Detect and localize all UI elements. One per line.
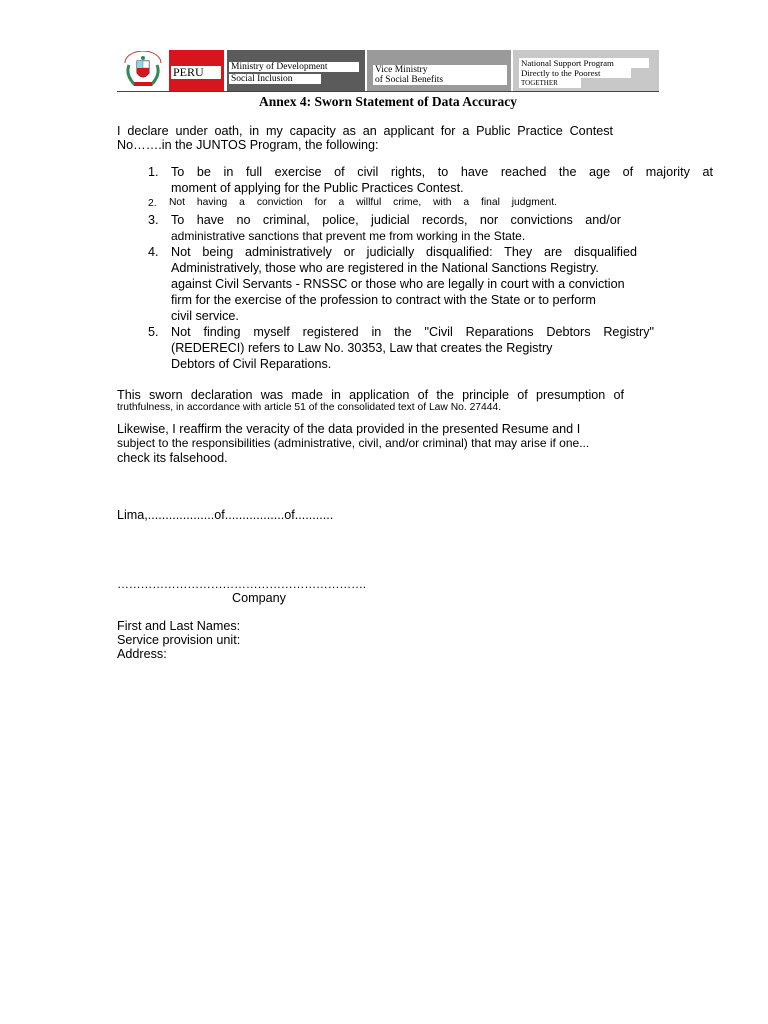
item-number: 3. [148, 213, 159, 227]
item-number: 5. [148, 325, 159, 339]
unit-field-label: Service provision unit: [117, 633, 241, 647]
company-label: Company [232, 591, 286, 605]
item-number: 2. [148, 198, 157, 209]
item-5-line3: Debtors of Civil Reparations. [171, 357, 332, 371]
address-field-label: Address: [117, 647, 167, 661]
item-4-line3: against Civil Servants - RNSSC or those who are legally in court with a conviction [171, 277, 625, 291]
item-4-line4: firm for the exercise of the profession to contract with the State or to perform [171, 293, 596, 307]
intro-line1: I declare under oath, in my capacity as an applicant for a Public Practice Contest [117, 124, 613, 138]
program-line2: Directly to the Poorest [519, 68, 631, 78]
reaffirm-line1: Likewise, I reaffirm the veracity of the data provided in the presented Resume and I [117, 422, 581, 436]
item-4-line2: Administratively, those who are registered in the National Sanctions Registry. [171, 261, 599, 275]
peru-flag-block [169, 50, 224, 91]
vice-ministry-line1: Vice Ministry [373, 65, 507, 75]
program-line1: National Support Program [519, 58, 649, 68]
item-5-line2: (REDERECI) refers to Law No. 30353, Law that creates the Registry [171, 341, 553, 355]
item-3-line1: To have no criminal, police, judicial records, nor convictions and/or [171, 213, 621, 227]
item-5-line1: Not finding myself registered in the "Civil Reparations Debtors Registry" [171, 325, 654, 339]
declaration-line1: This sworn declaration was made in application of the principle of presumption of [117, 388, 624, 402]
item-1-line1: To be in full exercise of civil rights, to have reached the age of majority at [171, 165, 713, 179]
item-number: 4. [148, 245, 159, 259]
ministry-line2: Social Inclusion [229, 74, 321, 84]
reaffirm-line2: subject to the responsibilities (administrative, civil, and/or criminal) that may arise if one... [117, 436, 590, 450]
signature-line: ………………………………………………………. [117, 577, 366, 591]
vice-ministry-line2: of Social Benefits [373, 75, 507, 85]
place-date-line: Lima,...................of.................of........... [117, 508, 334, 522]
program-line3: TOGETHER [519, 78, 581, 88]
program-block [513, 50, 659, 91]
ministry-block [227, 50, 365, 91]
declaration-line2: truthfulness, in accordance with article 51 of the consolidated text of Law No. 27444. [117, 402, 502, 413]
coat-of-arms-seal [119, 51, 167, 91]
intro-line2: No…….in the JUNTOS Program, the following: [117, 138, 379, 152]
names-field-label: First and Last Names: [117, 619, 241, 633]
document-title: Annex 4: Sworn Statement of Data Accuracy [259, 94, 517, 109]
item-3-line2: administrative sanctions that prevent me from working in the State. [171, 229, 526, 243]
item-4-line5: civil service. [171, 309, 239, 323]
item-1-line2: moment of applying for the Public Practices Contest. [171, 181, 464, 195]
item-2-line1: Not having a conviction for a willful crime, with a final judgment. [169, 197, 557, 208]
document-header [117, 49, 659, 92]
vice-ministry-block [367, 50, 511, 91]
item-number: 1. [148, 165, 159, 179]
reaffirm-line3: check its falsehood. [117, 451, 228, 465]
item-4-line1: Not being administratively or judicially disqualified: They are disqualified [171, 245, 637, 259]
ministry-line1: Ministry of Development [229, 62, 359, 72]
country-label: PERU [171, 66, 221, 79]
